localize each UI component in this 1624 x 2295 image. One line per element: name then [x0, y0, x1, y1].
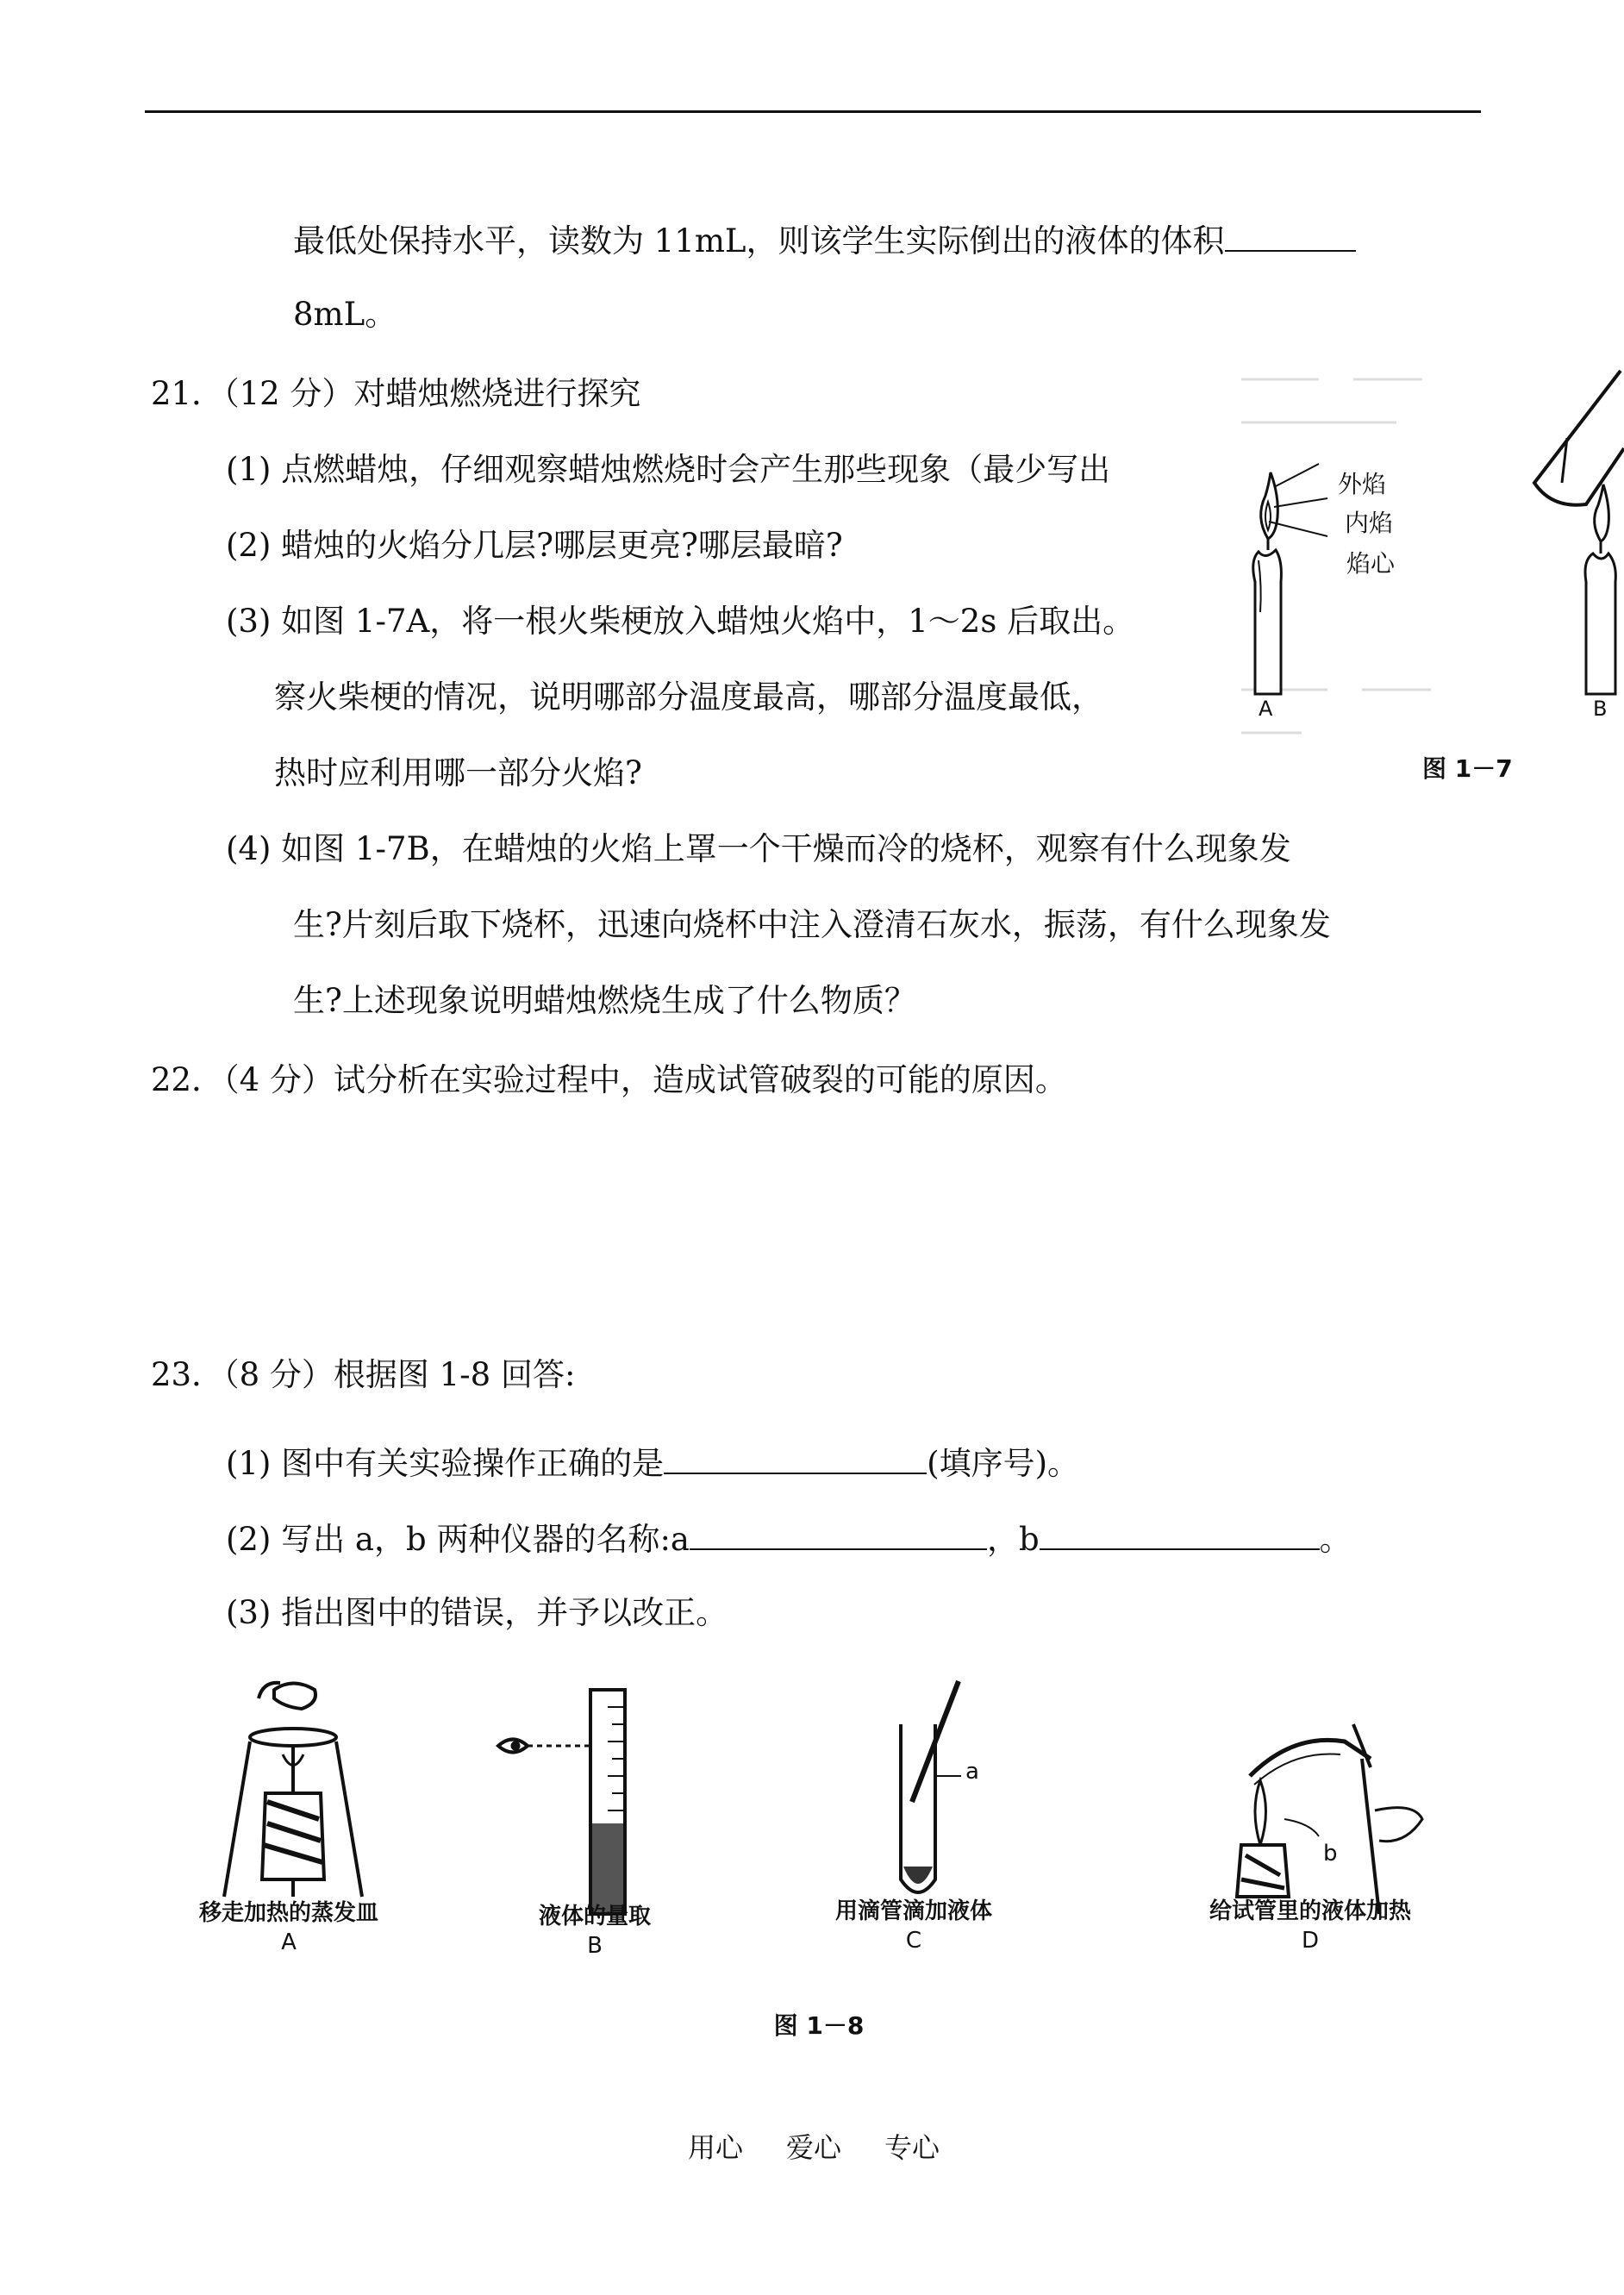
text-line: 察火柴梗的情况，说明哪部分温度最高，哪部分温度最低，	[274, 678, 1103, 716]
candle-flame-diagram	[1224, 353, 1624, 802]
question-23-part-2: (2) 写出 a，b 两种仪器的名称:a ，b 。	[226, 1514, 1352, 1561]
panel-b-letter: B	[587, 1933, 603, 1959]
panel-b-caption: 液体的量取	[538, 1904, 651, 1929]
panel-a-illustration	[224, 1683, 362, 1897]
label-flame-core: 焰心	[1346, 549, 1396, 578]
question-21-part-2: (2) 蜡烛的火焰分几层?哪层更亮?哪层最暗?	[226, 527, 843, 564]
panel-a-letter: A	[281, 1929, 297, 1955]
answer-blank[interactable]	[664, 1438, 927, 1474]
question-21: 21．（12 分）对蜡烛燃烧进行探究	[151, 375, 641, 412]
label-inner-flame: 内焰	[1345, 509, 1394, 537]
question-23-part-1: (1) 图中有关实验操作正确的是 (填序号)。	[226, 1438, 1079, 1485]
label-instrument-a: a	[965, 1759, 979, 1785]
footer-word: 专心	[884, 2131, 940, 2164]
figure-letter-a: A	[1259, 697, 1273, 721]
panel-a-caption: 移走加热的蒸发皿	[198, 1900, 378, 1926]
panel-d-letter: D	[1301, 1928, 1320, 1954]
text-line: 热时应利用哪一部分火焰?	[274, 754, 642, 791]
footer-word: 爱心	[786, 2131, 842, 2164]
panel-b-illustration	[498, 1690, 625, 1914]
beaker-b	[1534, 371, 1624, 505]
text-line: 8mL。	[293, 296, 397, 333]
panel-c-letter: C	[905, 1928, 922, 1954]
answer-blank[interactable]	[690, 1514, 987, 1550]
figure-caption: 图 1－7	[1422, 754, 1513, 783]
figure-letter-b: B	[1593, 697, 1608, 721]
figure-caption: 图 1－8	[773, 2011, 865, 2040]
panel-c-illustration	[901, 1681, 961, 1892]
question-21-part-1: (1) 点燃蜡烛，仔细观察蜡烛燃烧时会产生那些现象（最少写出	[226, 451, 1111, 488]
question-21-part-3: (3) 如图 1-7A，将一根火柴梗放入蜡烛火焰中，1～2s 后取出。	[226, 603, 1135, 640]
candle-a	[1253, 464, 1327, 694]
header-rule	[145, 110, 1481, 113]
candle-b	[1585, 485, 1615, 694]
question-22: 22．（4 分）试分析在实验过程中，造成试管破裂的可能的原因。	[151, 1061, 1067, 1098]
answer-blank[interactable]	[1225, 216, 1356, 252]
answer-blank[interactable]	[1040, 1514, 1320, 1550]
figure-1-8	[172, 1673, 1465, 2069]
question-21-part-4: (4) 如图 1-7B，在蜡烛的火焰上罩一个干燥而冷的烧杯，观察有什么现象发	[226, 830, 1291, 867]
question-23: 23．（8 分）根据图 1-8 回答:	[151, 1356, 576, 1393]
question-23-part-3: (3) 指出图中的错误，并予以改正。	[226, 1594, 728, 1631]
panel-c-caption: 用滴管滴加液体	[834, 1898, 992, 1924]
text-line: 生?片刻后取下烧杯，迅速向烧杯中注入澄清石灰水，振荡，有什么现象发	[293, 906, 1331, 943]
text-line: 生?上述现象说明蜡烛燃烧生成了什么物质？	[293, 982, 916, 1019]
figure-1-7	[1224, 353, 1624, 802]
panel-d-caption: 给试管里的液体加热	[1209, 1898, 1411, 1924]
panel-d-illustration	[1237, 1724, 1422, 1914]
footer-word: 用心	[688, 2131, 744, 2164]
label-instrument-b: b	[1323, 1841, 1338, 1867]
lab-operations-diagram	[172, 1673, 1465, 1923]
label-outer-flame: 外焰	[1338, 470, 1387, 498]
text-line: 最低处保持水平，读数为 11mL，则该学生实际倒出的液体的体积	[293, 216, 1356, 263]
